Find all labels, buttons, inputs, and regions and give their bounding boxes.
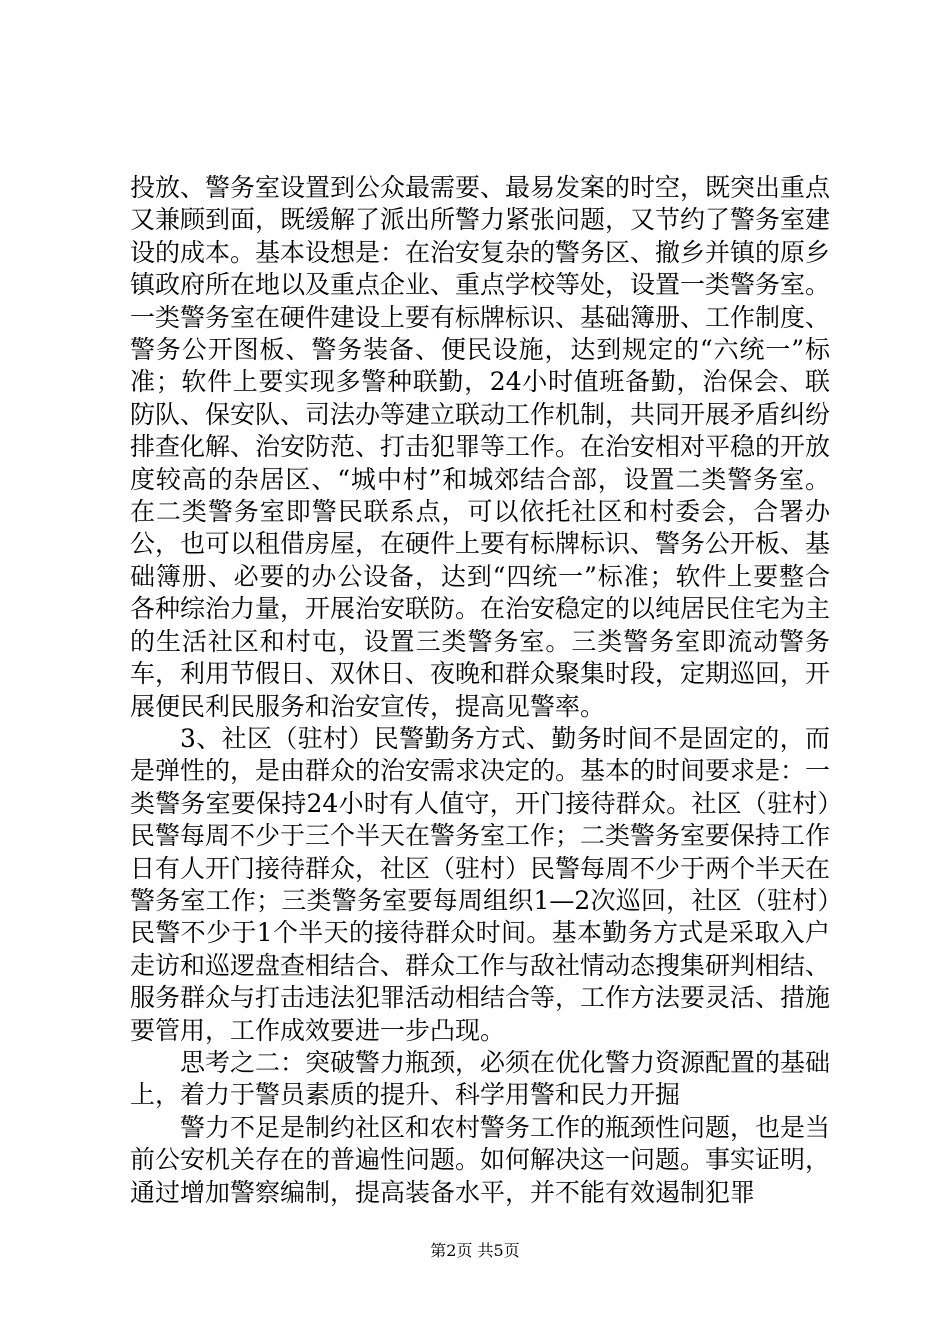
paragraph-1: 投放、警务室设置到公众最需要、最易发案的时空，既突出重点又兼顾到面，既缓解了派出所警力紧张问题，又节约了警务室建设的成本。基本设想是：在治安复杂的警务区、撤乡并镇的原乡镇政府所在地以及重点企业、重点学校等处，设置一类警务室。一类警务室在硬件建设上要有标牌标识、基础簿册、工作制度、警务公开图板、警务装备、便民设施，达到规定的“六统一”标准；软件上要实现多警种联勤，24小时值班备勤，治保会、联防队、保安队、司法办等建立联动工作机制，共同开展矛盾纠纷排查化解、治安防范、打击犯罪等工作。在治安相对平稳的开放度较高的杂居区、“城中村”和城郊结合部，设置二类警务室。在二类警务室即警民联系点，可以依托社区和村委会，合署办公，也可以租借房屋，在硬件上要有标牌标识、警务公开板、基础簿册、必要的办公设备，达到“四统一”标准；软件上要整合各种综治力量，开展治安联防。在治安稳定的以纯居民住宅为主的生活社区和村屯，设置三类警务室。三类警务室即流动警务车，利用节假日、双休日、夜晚和群众聚集时段，定期巡回，开展便民利民服务和治安宣传，提高见警率。: [130, 173, 831, 721]
paragraph-4: 警力不足是制约社区和农村警务工作的瓶颈性问题，也是当前公安机关存在的普遍性问题。如何解决这一问题。事实证明，通过增加警察编制，提高装备水平，并不能有效遏制犯罪: [130, 1112, 831, 1207]
page-footer: 第2页 共5页: [430, 1241, 520, 1260]
paragraph-2: 3、社区（驻村）民警勤务方式、勤务时间不是固定的，而是弹性的，是由群众的治安需求决定的。基本的时间要求是：一类警务室要保持24小时有人值守，开门接待群众。社区（驻村）民警每周不少于三个半天在警务室工作；二类警务室要保持工作日有人开门接待群众，社区（驻村）民警每周不少于两个半天在警务室工作；三类警务室要每周组织1—2次巡回，社区（驻村）民警不少于1个半天的接待群众时间。基本勤务方式是采取入户走访和巡逻盘查相结合、群众工作与敌社情动态搜集研判相结、服务群众与打击违法犯罪活动相结合等，工作方法要灵活、措施要管用，工作成效要进一步凸现。: [130, 723, 831, 1045]
paragraph-3-heading: 思考之二：突破警力瓶颈，必须在优化警力资源配置的基础上，着力于警员素质的提升、科学用警和民力开掘: [130, 1047, 831, 1110]
document-body: [130, 172, 830, 1209]
